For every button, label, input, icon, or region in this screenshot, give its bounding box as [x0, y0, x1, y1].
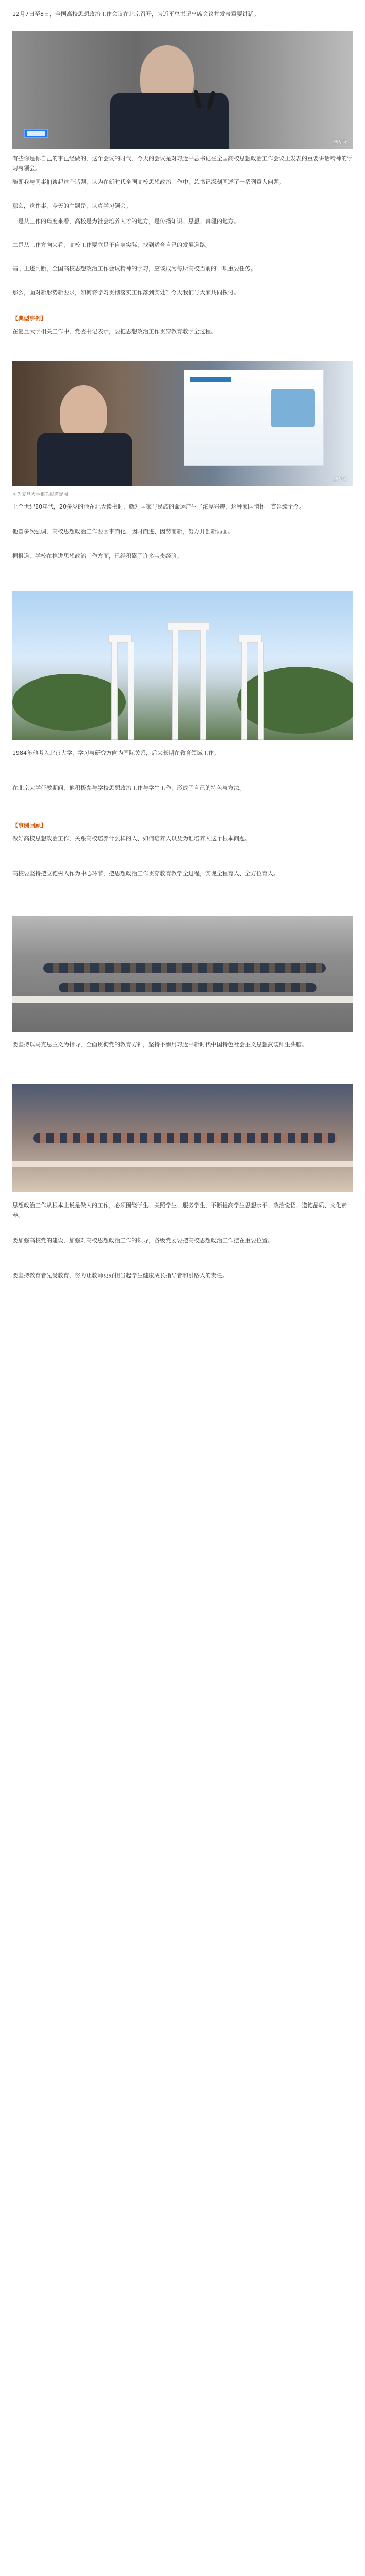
paragraph-4: 一是从工作的角度来看，高校是为社会培养人才的地方，是传播知识、思想、真理的地方。	[12, 218, 239, 225]
intro-paragraph: 12月7日至8日，全国高校思想政治工作会议在北京召开，习近平总书记出席会议并发表重要讲话。	[12, 11, 259, 18]
meeting-people-back	[43, 963, 326, 973]
paragraph-1: 有些你是你自己的事已经做的，这个会议的时代，今天的会议是对习近平总书记在全国高校思想政治工作会议上发表的重要讲话精神的学习与领会。	[12, 155, 353, 172]
case-paragraph-1: 在复旦大学相关工作中，党委书记表示，要把思想政治工作贯穿教育教学全过程。	[12, 328, 217, 335]
policy-paragraph-2: 高校要坚持把立德树人作为中心环节，把思想政治工作贯穿教育教学全过程，实现全程育人、全方位育人。	[12, 870, 279, 877]
conference-people	[33, 1133, 337, 1143]
gate-pillar-5	[241, 642, 247, 740]
tree-right	[237, 667, 353, 734]
photo-watermark-main: 新华社	[333, 140, 347, 145]
photo-watermark-portrait: 新华社	[333, 477, 347, 482]
exhibit-poster	[184, 370, 324, 466]
gate-pillar-6	[258, 642, 264, 740]
portrait-suit	[37, 433, 132, 486]
closing-paragraph-3: 要坚持教育者先受教育，努力让教师更好担当起学生健康成长指导者和引路人的责任。	[12, 1272, 228, 1279]
gate-pillar-1	[111, 642, 118, 740]
section-tag-typical-case: 【典型事例】	[12, 315, 46, 322]
case-paragraph-3: 他曾多次强调，高校思想政治工作要因事而化、因时而进、因势而新，努力开创新局面。	[12, 528, 234, 535]
tree-left	[12, 674, 126, 731]
meeting-table	[12, 996, 353, 1003]
article-photo-meeting	[12, 916, 353, 1032]
article-photo-main	[12, 31, 353, 149]
case-paragraph-4: 据报道，学校在推进思想政治工作方面，已经积累了许多宝贵经验。	[12, 553, 182, 560]
paragraph-3: 那么，这件事，今天的主题是，认真学习领会。	[12, 202, 131, 209]
case-paragraph-2: 上个世纪80年代，20多岁的他在北大读书时，就对国家与民族的命运产生了浓厚兴趣，这种家国情怀一直延续至今。	[12, 503, 305, 510]
portrait-caption: 图为复旦大学相关报道配图	[12, 492, 69, 497]
closing-paragraph-2: 要加强高校党的建设，加强对高校思想政治工作的领导，各级党委要把高校思想政治工作摆在重要位置。	[12, 1237, 273, 1244]
history-paragraph-2: 在北京大学任教期间，他积极参与学校思想政治工作与学生工作，形成了自己的特色与方法。	[12, 785, 245, 791]
policy-paragraph-3: 要坚持以马克思主义为指导，全面贯彻党的教育方针，坚持不懈用习近平新时代中国特色社会主义思想武装师生头脑。	[12, 1041, 307, 1048]
paragraph-2: 随即我与同事们谈起这个话题，认为在新时代全国高校思想政治工作中，总书记深刻阐述了一系列重大问题。	[12, 179, 285, 185]
policy-paragraph-1: 做好高校思想政治工作，关系高校培养什么样的人、如何培养人以及为谁培养人这个根本问题。	[12, 835, 251, 842]
article-photo-gate	[12, 591, 353, 740]
paragraph-7: 那么，面对新形势新要求，如何将学习贯彻落实工作落到实处？今天我们与大家共同探讨。	[12, 289, 239, 296]
closing-paragraph-1: 思想政治工作从根本上说是做人的工作，必须围绕学生、关照学生、服务学生，不断提高学生思想水平、政治觉悟、道德品质、文化素养。	[12, 1202, 347, 1218]
gate-pillar-3	[172, 630, 178, 740]
paragraph-6: 基于上述判断，全国高校思想政治工作会议精神的学习，应该成为每所高校当前的一项重要任务。	[12, 265, 256, 272]
conference-table	[12, 1161, 353, 1167]
article-photo-portrait	[12, 361, 353, 486]
paragraph-5: 二是从工作方向来看，高校工作要立足于自身实际，找到适合自己的发展道路。	[12, 242, 211, 248]
meeting-people-front	[59, 983, 317, 992]
gate-pillar-4	[200, 630, 206, 740]
gate-pillar-2	[128, 642, 134, 740]
history-paragraph-1: 1984年他考入北京大学，学习与研究方向为国际关系，后来长期在教育领域工作。	[12, 750, 220, 756]
publication-badge	[24, 129, 48, 138]
article-photo-conference	[12, 1084, 353, 1192]
section-tag-review: 【事例回顾】	[12, 822, 46, 829]
